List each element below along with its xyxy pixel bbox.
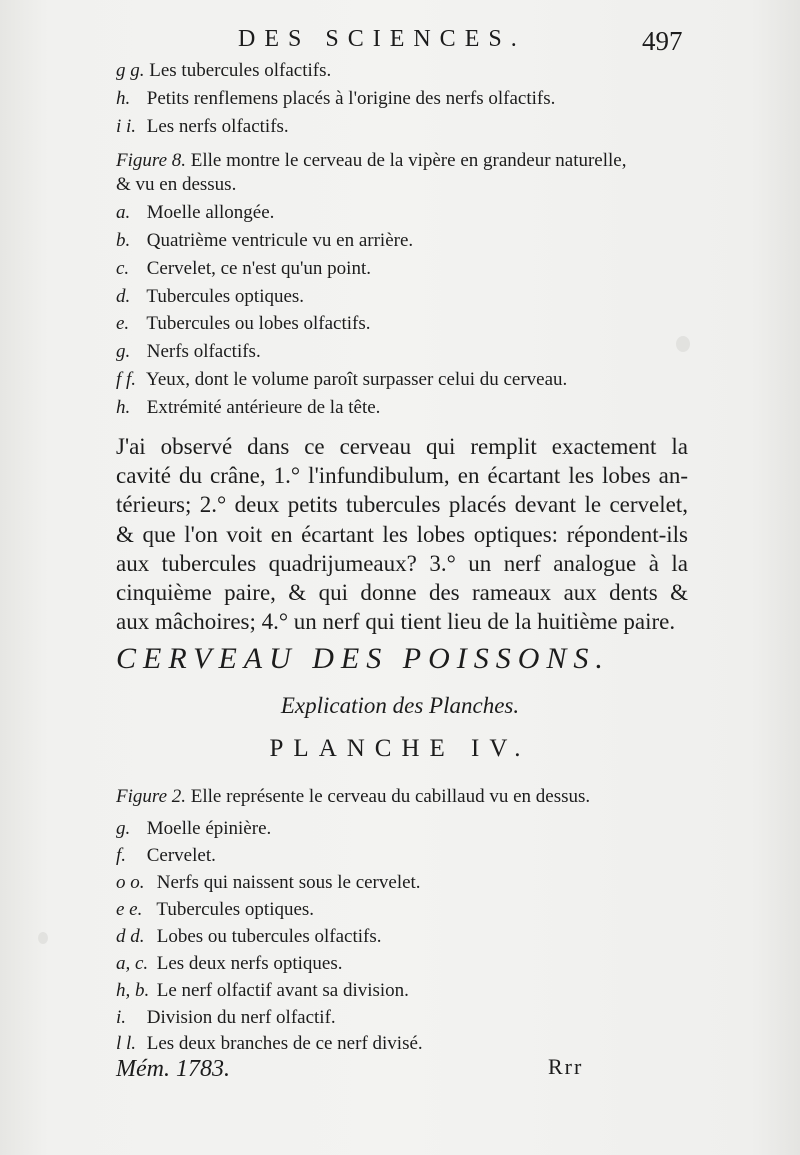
item-text: Moelle épinière. bbox=[146, 818, 272, 839]
page-number: 497 bbox=[642, 26, 683, 56]
list-item bbox=[116, 1033, 423, 1055]
item-key: c. bbox=[116, 258, 130, 279]
list-item bbox=[116, 230, 413, 252]
body-paragraph bbox=[116, 432, 688, 636]
item-key: o o. bbox=[116, 872, 145, 893]
paragraph-line: cavité du crâne, 1.° l'infundibulum, en écartant les lobes an- bbox=[116, 463, 688, 489]
page-header bbox=[0, 20, 800, 60]
item-key: g. bbox=[116, 818, 131, 839]
list-item bbox=[116, 899, 314, 921]
caption-text: Elle montre le cerveau de la vipère en grandeur naturelle, bbox=[190, 150, 627, 171]
item-key: a. bbox=[116, 202, 131, 223]
item-text: Moelle allongée. bbox=[146, 202, 275, 223]
item-text: Yeux, dont le volume paroît surpasser celui du cerveau. bbox=[146, 369, 568, 390]
paragraph-line: & que l'on voit en écartant les lobes optiques: répondent-ils bbox=[116, 521, 688, 547]
item-text: Petits renflemens placés à l'origine des nerfs olfactifs. bbox=[146, 88, 556, 109]
item-key: d. bbox=[116, 286, 131, 307]
item-key: e. bbox=[116, 313, 130, 334]
paragraph-line: J'ai observé dans ce cerveau qui remplit exactement la bbox=[116, 434, 688, 459]
figure-label: Figure 8. bbox=[116, 150, 187, 171]
item-text: Les deux nerfs optiques. bbox=[156, 953, 343, 974]
figure-caption-continued bbox=[116, 174, 236, 196]
item-text: Tubercules optiques. bbox=[146, 286, 305, 307]
paragraph-line: térieurs; 2.° deux petits tubercules placés devant le cervelet, bbox=[116, 492, 688, 518]
item-text: Les tubercules olfactifs. bbox=[149, 60, 332, 81]
running-head: DES SCIENCES. bbox=[238, 26, 526, 52]
signature-mark: Mém. 1783. bbox=[116, 1056, 230, 1082]
section-title: CERVEAU DES POISSONS. bbox=[116, 642, 610, 675]
list-item bbox=[116, 926, 382, 948]
item-text: Nerfs qui naissent sous le cervelet. bbox=[156, 872, 421, 893]
item-key: l l. bbox=[116, 1033, 137, 1054]
caption-text: Elle représente le cerveau du cabillaud vu en dessus. bbox=[190, 786, 591, 807]
item-key: e e. bbox=[116, 899, 143, 920]
figure-caption bbox=[116, 786, 590, 808]
item-key: d d. bbox=[116, 926, 145, 947]
item-text: Cervelet. bbox=[146, 845, 216, 866]
list-item bbox=[116, 286, 304, 308]
plate-heading: PLANCHE IV. bbox=[269, 735, 531, 762]
list-item bbox=[116, 116, 289, 138]
paper-stain bbox=[38, 932, 48, 944]
section-subtitle: Explication des Planches. bbox=[280, 693, 520, 718]
paper-stain bbox=[676, 336, 690, 352]
list-item bbox=[116, 980, 409, 1002]
list-item bbox=[116, 1007, 336, 1029]
paragraph-line: cinquième paire, & qui donne des rameaux aux dents & bbox=[116, 580, 688, 606]
item-text: Le nerf olfactif avant sa division. bbox=[156, 980, 409, 1001]
item-text: Nerfs olfactifs. bbox=[146, 341, 261, 362]
gathering-signature: Rrr bbox=[548, 1054, 584, 1079]
item-key: h, b. bbox=[116, 980, 150, 1001]
item-text: Les nerfs olfactifs. bbox=[146, 116, 289, 137]
list-item bbox=[116, 341, 261, 363]
item-text: Lobes ou tubercules olfactifs. bbox=[156, 926, 382, 947]
item-text: Quatrième ventricule vu en arrière. bbox=[146, 230, 414, 251]
item-text: Division du nerf olfactif. bbox=[146, 1007, 336, 1028]
item-key: i. bbox=[116, 1007, 127, 1028]
paragraph-line: aux tubercules quadrijumeaux? 3.° un nerf analogue à la bbox=[116, 550, 688, 576]
list-item bbox=[116, 953, 342, 975]
figure-label: Figure 2. bbox=[116, 786, 187, 807]
item-key: g. bbox=[116, 341, 131, 362]
list-item bbox=[116, 397, 380, 419]
item-text: Cervelet, ce n'est qu'un point. bbox=[146, 258, 371, 279]
list-item bbox=[116, 88, 555, 110]
paragraph-line: aux mâchoires; 4.° un nerf qui tient lieu de la huitième paire. bbox=[116, 609, 676, 635]
item-key: i i. bbox=[116, 116, 137, 137]
list-item bbox=[116, 202, 274, 224]
item-key: h. bbox=[116, 88, 131, 109]
item-text: Les deux branches de ce nerf divisé. bbox=[146, 1033, 423, 1054]
list-item bbox=[116, 369, 567, 391]
item-key: b. bbox=[116, 230, 131, 251]
list-item bbox=[116, 818, 271, 840]
list-item bbox=[116, 258, 371, 280]
list-item bbox=[116, 845, 216, 867]
list-item bbox=[116, 60, 331, 82]
item-key: g g. bbox=[116, 60, 145, 81]
caption-text: & vu en dessus. bbox=[116, 174, 237, 195]
item-key: f f. bbox=[116, 369, 137, 390]
list-item bbox=[116, 872, 421, 894]
item-key: a, c. bbox=[116, 953, 149, 974]
item-text: Tubercules optiques. bbox=[156, 899, 315, 920]
item-text: Tubercules ou lobes olfactifs. bbox=[146, 313, 371, 334]
item-key: f. bbox=[116, 845, 127, 866]
item-text: Extrémité antérieure de la tête. bbox=[146, 397, 381, 418]
list-item bbox=[116, 313, 371, 335]
figure-caption bbox=[116, 150, 627, 172]
item-key: h. bbox=[116, 397, 131, 418]
